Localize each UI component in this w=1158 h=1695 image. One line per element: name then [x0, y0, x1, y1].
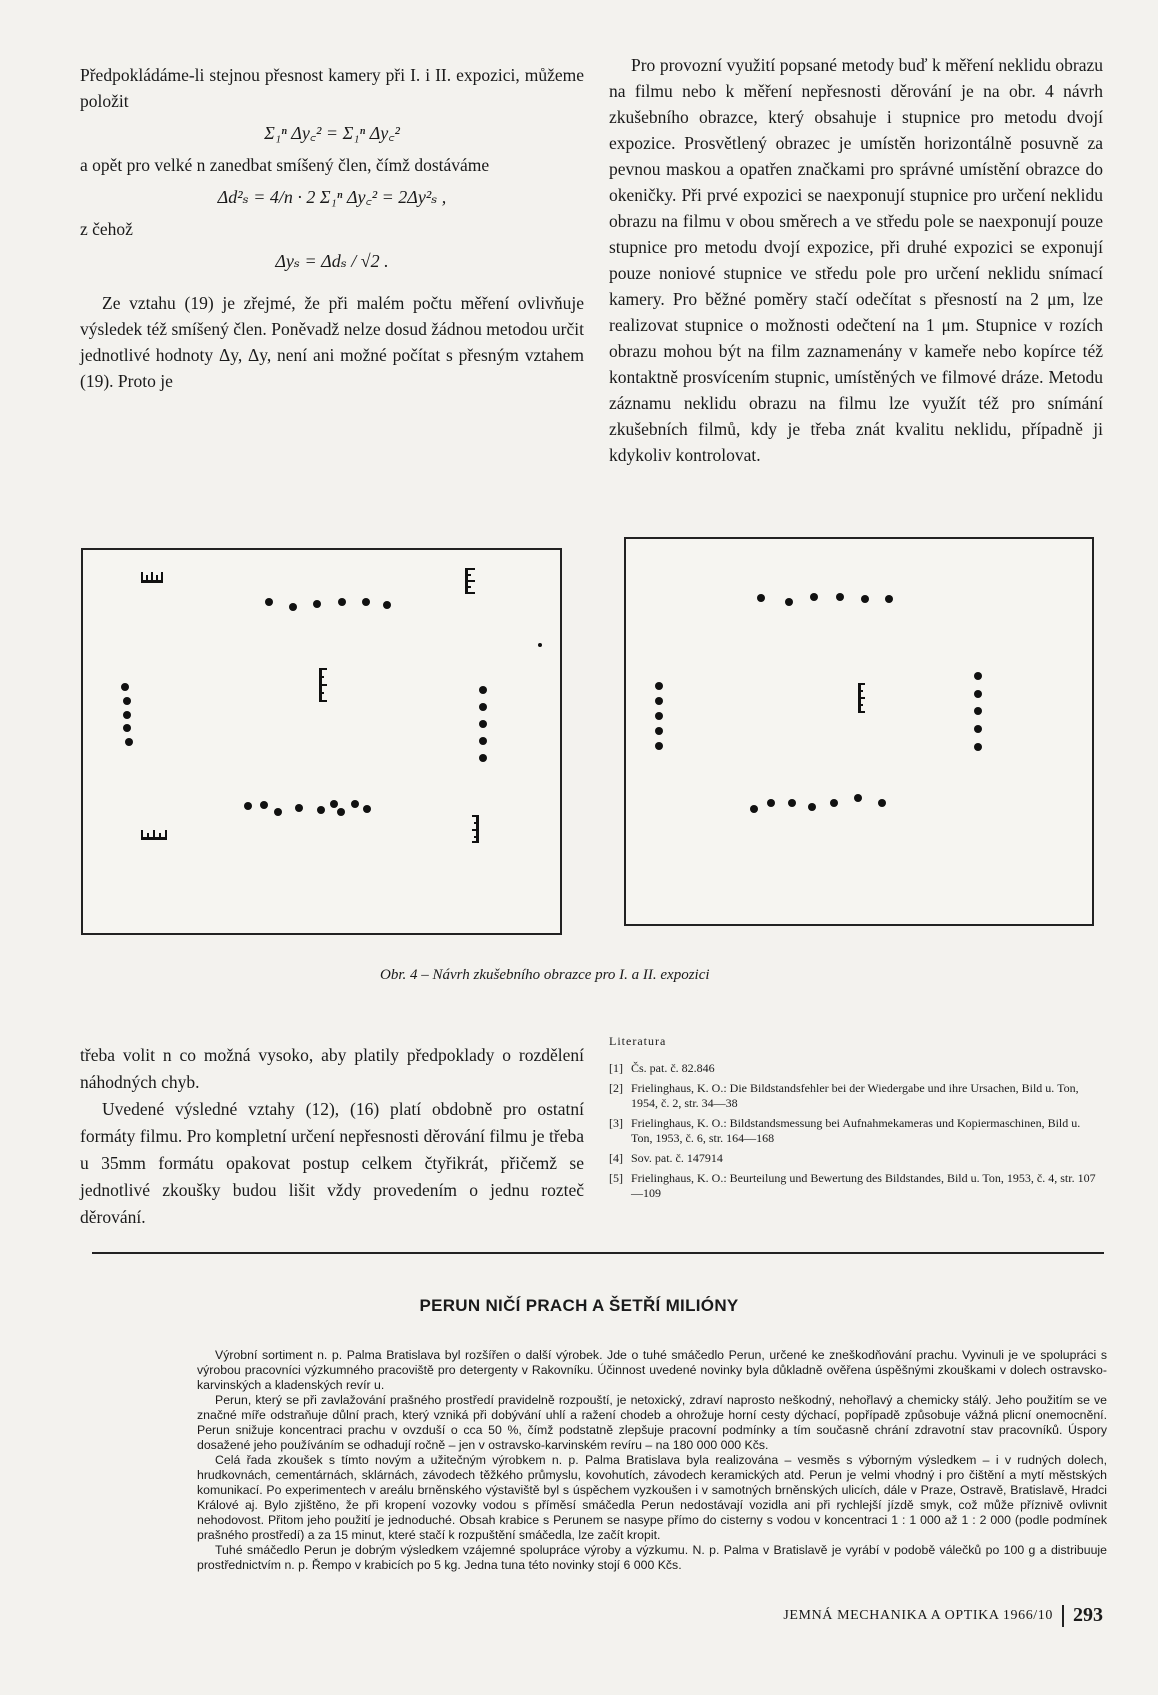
- reference-text: Frielinghaus, K. O.: Bildstandsmessung bei Aufnahmekameras und Kopiermaschinen, Bild u. Ton, 1953, č. 6, str. 164—168: [631, 1116, 1081, 1145]
- paragraph: Celá řada zkoušek s tímto novým a užitečným výrobkem n. p. Palma Bratislava byla realizována – vesměs s výborným výsledkem – i v rudných dolech, hrudkovnách, cementárnách, sklárnách, závodech těžkého průmyslu, kovohutích, závodech keramických atd. Perun je velmi vhodný i pro čištění a mytí městských komunikací. Po experimentech v areálu brněnského výstaviště byl s úspěchem vyzkoušen i v samotných brněnských ulicích, dále v Praze, Ostravě, Bratislavě, Hradci Králové aj. Bylo zjištěno, že při kropení vozovky vodou s příměsí smáčedla Perun nedostávají vozidla ani při rychlejší jízdě smyk, což může příznivě ovlivnit nehodovost. Přitom jeho použití je jednoduché. Obsah krabice s Perunem se nasype přímo do cisterny s vodou v koncentraci 1 : 1 000 až 1 : 2 000 (podle podmínek prašného prostředí) a za 15 minut, které stačí k rozpuštění smáčedla, lze začít kropit.: [197, 1453, 1107, 1542]
- literature-title: Literatura: [609, 1034, 667, 1048]
- page-number: 293: [1073, 1604, 1103, 1626]
- dot: [767, 799, 775, 807]
- dot: [974, 743, 982, 751]
- paragraph: Perun, který se při zavlažování prašného prostředí pravidelně rozpouští, je netoxický, zdraví naprosto neškodný, nehořlavý a chemicky stálý. Jeho použitím se ve značné míře odstraňuje důlní prach, který vzniká při dobývání uhlí a ražení chodeb a ohrožuje horní cesty dýchací, popřípadě způsobuje vážná plicní onemocnění. Perun snižuje koncentraci prachu v ovzduší o cca 50 %, čímž podstatně zlepšuje pracovní podmínky a tím současně chrání zdravotní stav pracovníků. Úspory dosažené jeho používáním se odhadují ročně – jen v ostravsko-karvinském revíru – na 180 000 000 Kčs.: [197, 1393, 1107, 1452]
- reference-text: Čs. pat. č. 82.846: [631, 1061, 715, 1075]
- dot: [295, 804, 303, 812]
- dot: [362, 598, 370, 606]
- dot: [655, 682, 663, 690]
- dot: [265, 598, 273, 606]
- paragraph: a opět pro velké n zanedbat smíšený člen, čímž dostáváme: [80, 155, 490, 175]
- paragraph: Výrobní sortiment n. p. Palma Bratislava byl rozšířen o další výrobek. Jde o tuhé smáčedlo Perun, určené ke zneškodňování prachu. Vyvinuli je ve spolupráci s výrobou pracovníci výzkumného pracoviště pro detergenty v Rakovníku. Účinnost uvedené novinky byla důkladně ověřena úspěšnými zkouškami v dolech ostravsko-karvinských a kladenských revír u.: [197, 1348, 1107, 1392]
- reference-number: [4]: [609, 1151, 623, 1165]
- dot: [655, 697, 663, 705]
- reference: [609, 1116, 1101, 1146]
- paragraph: Tuhé smáčedlo Perun je dobrým výsledkem vzájemné spolupráce výroby a výzkumu. N. p. Palma v Bratislavě je vyrábí v podobě válečků po 100 g a distribuuje prostřednictvím n. p. Řempo v krabicích po 5 kg. Jedna tuna této novinky stojí 6 000 Kčs.: [197, 1543, 1107, 1572]
- dot: [757, 594, 765, 602]
- equation: Δyₛ = Δdₛ / √2 .: [275, 251, 389, 271]
- dot: [974, 690, 982, 698]
- paragraph: Uvedené výsledné vztahy (12), (16) platí obdobně pro ostatní formáty filmu. Pro kompletní určení nepřesnosti děrování filmu je třeba u 35mm formátu opakovat postup celkem čtyřikrát, přičemž se jednotlivé zkoušky budou lišit vždy provedením o jednu rozteč děrování.: [80, 1099, 584, 1227]
- dot: [750, 805, 758, 813]
- dot: [479, 703, 487, 711]
- figure-caption: Obr. 4 – Návrh zkušebního obrazce pro I. a II. expozici: [380, 967, 710, 983]
- right-column: [609, 52, 1103, 468]
- dot: [274, 808, 282, 816]
- dot: [836, 593, 844, 601]
- dot: [810, 593, 818, 601]
- reference-number: [1]: [609, 1061, 623, 1075]
- dot: [313, 600, 321, 608]
- article-body: [197, 1348, 1107, 1573]
- dot: [289, 603, 297, 611]
- dot: [338, 598, 346, 606]
- reference-number: [2]: [609, 1081, 623, 1095]
- dot: [655, 712, 663, 720]
- bottom-left-column: [80, 1042, 584, 1231]
- dot: [123, 697, 131, 705]
- scale-mark: [858, 683, 865, 713]
- dot: [655, 727, 663, 735]
- paragraph: z čehož: [80, 219, 133, 239]
- dot: [785, 598, 793, 606]
- literature: [609, 1034, 1101, 1206]
- dot: [337, 808, 345, 816]
- dot: [244, 802, 252, 810]
- reference-number: [5]: [609, 1171, 623, 1185]
- dot: [479, 720, 487, 728]
- divider: [92, 1252, 1104, 1254]
- dot: [351, 800, 359, 808]
- dot: [479, 686, 487, 694]
- dot: [123, 711, 131, 719]
- figure-frame-right: [624, 537, 1094, 926]
- reference-number: [3]: [609, 1116, 623, 1130]
- dot: [974, 707, 982, 715]
- scale-mark: [141, 830, 167, 840]
- paragraph: Pro provozní využití popsané metody buď k měření neklidu obrazu na filmu nebo k měření nepřesnosti děrování je na obr. 4 návrh zkušebního obrazce, který obsahuje i stupnice pro metodu dvojí expozice. Prosvětlený obrazec je umístěn horizontálně posuvně za pevnou maskou a opatřen značkami pro správné umístění obrazce do okeničky. Při prvé expozici se naexponují stupnice pro určení neklidu obrazu na filmu v obou směrech a ve středu pole se naexponují pouze stupnice pro metodu dvojí expozice, při druhé expozici se exponují pouze noniové stupnice ve středu pole pro určení neklidu snímací kamery. Pro běžné poměry stačí odečítat s přesností na 2 μm, lze realizovat stupnice o možnosti odečtení na 1 μm. Stupnice v rozích obrazu mohou být na film zaznamenány v kameře nebo kopírce též kontaktně prosvícením stupnic, umístěných ve filmové dráze. Metodu záznamu neklidu obrazu na filmu lze využít též pro snímání zkušebních filmů, kdy je třeba znát kvalitu neklidu, případně ji kdykoliv kontrolovat.: [609, 55, 1103, 465]
- reference: [609, 1151, 1101, 1166]
- dot: [125, 738, 133, 746]
- footer-divider: [1062, 1605, 1064, 1627]
- reference-text: Frielinghaus, K. O.: Die Bildstandsfehler bei der Wiedergabe und ihre Ursachen, Bild u. Ton, 1954, č. 2, str. 34—38: [631, 1081, 1079, 1110]
- left-column: [80, 62, 584, 394]
- dot: [655, 742, 663, 750]
- dot: [788, 799, 796, 807]
- page-footer: [783, 1604, 1103, 1627]
- journal-name: JEMNÁ MECHANIKA A OPTIKA 1966/10: [783, 1607, 1053, 1623]
- equation: Δd²ₛ = 4/n · 2 Σ₁ⁿ Δy꜀² = 2Δy²ₛ ,: [217, 187, 447, 207]
- scale-mark: [319, 668, 327, 702]
- paragraph: třeba volit n co možná vysoko, aby platily předpoklady o rozdělení náhodných chyb.: [80, 1045, 584, 1092]
- dot: [123, 724, 131, 732]
- reference: [609, 1081, 1101, 1111]
- paragraph: Předpokládáme-li stejnou přesnost kamery při I. i II. expozici, můžeme položit: [80, 65, 584, 111]
- scale-mark: [141, 572, 163, 583]
- reference: [609, 1171, 1101, 1201]
- dot: [854, 794, 862, 802]
- dot: [538, 643, 542, 647]
- dot: [808, 803, 816, 811]
- dot: [861, 595, 869, 603]
- dot: [885, 595, 893, 603]
- dot: [363, 805, 371, 813]
- equation: Σ₁ⁿ Δy꜀² = Σ₁ⁿ Δy꜀²: [264, 123, 400, 143]
- reference-text: Sov. pat. č. 147914: [631, 1151, 723, 1165]
- dot: [974, 725, 982, 733]
- dot: [479, 754, 487, 762]
- dot: [121, 683, 129, 691]
- dot: [260, 801, 268, 809]
- dot: [317, 806, 325, 814]
- figure-frame-left: [81, 548, 562, 935]
- dot: [830, 799, 838, 807]
- test-pattern-left: [83, 550, 560, 933]
- scale-mark: [465, 568, 475, 594]
- dot: [974, 672, 982, 680]
- reference: [609, 1061, 1101, 1076]
- article-title: PERUN NIČÍ PRACH A ŠETŘÍ MILIÓNY: [419, 1296, 739, 1315]
- dot: [330, 800, 338, 808]
- dot: [383, 601, 391, 609]
- reference-text: Frielinghaus, K. O.: Beurteilung und Bewertung des Bildstandes, Bild u. Ton, 1953, č. 4, str. 107—109: [631, 1171, 1096, 1200]
- scale-mark: [472, 815, 479, 843]
- dot: [479, 737, 487, 745]
- test-pattern-right: [626, 539, 1092, 924]
- dot: [878, 799, 886, 807]
- paragraph: Ze vztahu (19) je zřejmé, že při malém počtu měření ovlivňuje výsledek též smíšený člen. Poněvadž nelze dosud žádnou metodou určit jednotlivé hodnoty Δy, Δy, není ani možné počítat s přesným vztahem (19). Proto je: [80, 293, 584, 391]
